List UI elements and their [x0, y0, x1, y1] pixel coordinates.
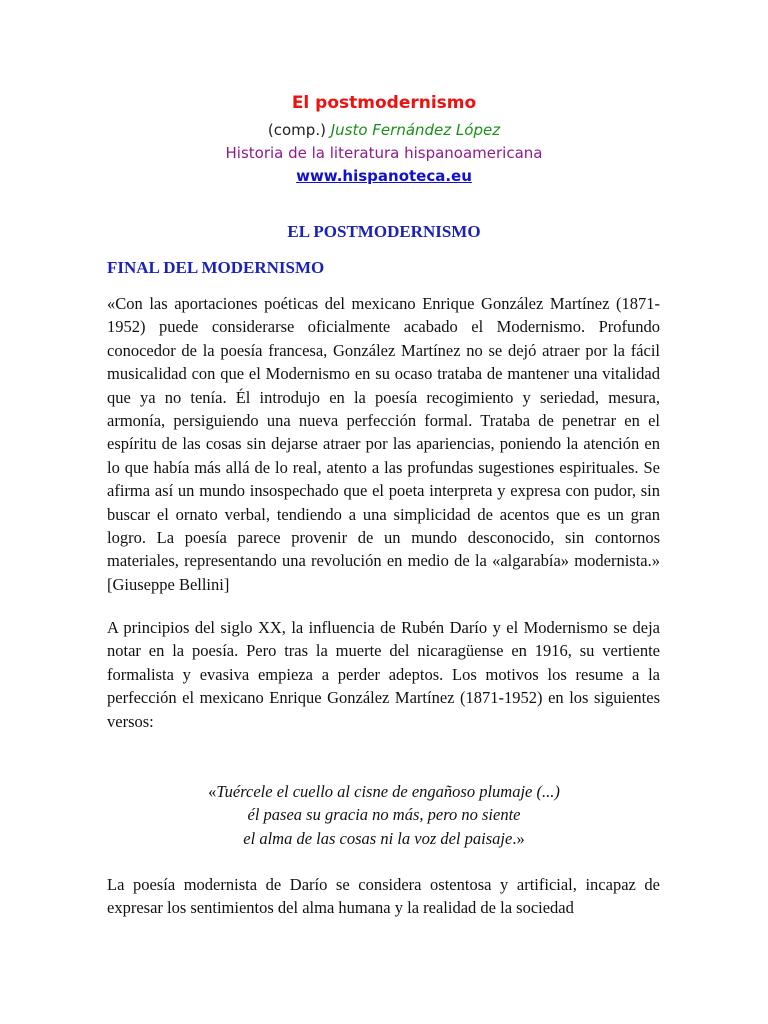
verse-quote [0, 780, 768, 850]
main-heading: EL POSTMODERNISMO [287, 222, 481, 241]
compiler-credit [0, 121, 768, 139]
section-heading: FINAL DEL MODERNISMO [107, 258, 325, 277]
document-title: El postmodernismo [291, 93, 477, 113]
credit-prefix: (comp.) [267, 121, 331, 139]
website-link[interactable]: www.hispanoteca.eu [296, 167, 472, 185]
author-name: Justo Fernández López [330, 121, 501, 139]
verse-line-2: él pasea su gracia no más, pero no siente [247, 805, 521, 825]
verse-line-3: el alma de las cosas ni la voz del paisaje.» [243, 828, 525, 848]
verse-line-1: «Tuércele el cuello al cisne de engañoso plumaje (...) [208, 782, 560, 801]
paragraph-context: A principios del siglo XX, la influencia de Rubén Darío y el Modernismo se deja notar en la poesía. Pero tras la muerte del nicaragüense en 1916, su vertiente formalista y evasiva empieza a perder adeptos. Los motivos los resume a la perfección el mexicano Enrique González Martínez (1871-1952) en los siguientes versos: [107, 618, 660, 731]
verse-close-quote: .» [512, 828, 525, 848]
verse-open-quote: « [208, 782, 217, 801]
paragraph-bellini-quote: «Con las aportaciones poéticas del mexicano Enrique González Martínez (1871-1952) puede considerarse oficialmente acabado el Modernismo. Profundo conocedor de la poesía francesa, González Martínez no se dejó atraer por la fácil musicalidad con que el Modernismo en su ocaso trataba de mantener una vitalidad que ya no tenía. Él introdujo en la poesía recogimiento y seriedad, mesura, armonía, persiguiendo una nueva perfección formal. Trataba de penetrar en el espíritu de las cosas sin dejarse atraer por las apariencias, poniendo la atención en lo que había más allá de lo real, atento a las profundas sugestiones espirituales. Se afirma así un mundo insospechado que el poeta interpreta y expresa con pudor, sin buscar el ornato verbal, tendiendo a una simplicidad de acentos que es un gran logro. La poesía parece provenir de un mundo desconocido, sin contornos materiales, representando una revolución en medio de la «algarabía» modernista.» [Giuseppe Bellini] [107, 294, 660, 594]
paragraph-dario: La poesía modernista de Darío se considera ostentosa y artificial, incapaz de expresar los sentimientos del alma humana y la realidad de la sociedad [107, 875, 660, 918]
document-subtitle: Historia de la literatura hispanoamericana [225, 144, 543, 162]
